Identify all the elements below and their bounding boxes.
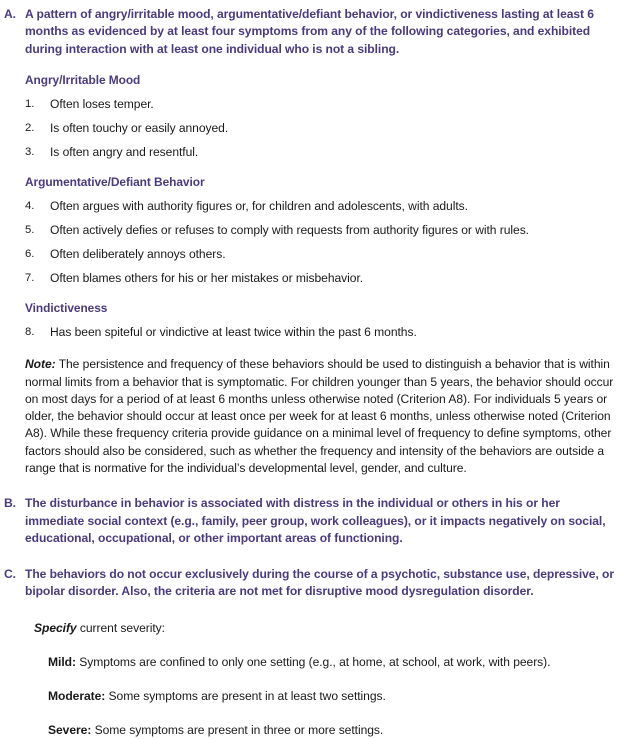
symptom-item-5	[0, 222, 632, 238]
criterion-b-text: The disturbance in behavior is associated with distress in the individual or others in his or her immediate social context (e.g., family, peer group, work colleagues), or it impacts negatively on social, educational, occupational, or other important areas of functioning.	[25, 496, 606, 546]
symptom-item-6	[0, 246, 632, 262]
criterion-c-marker: C.	[4, 566, 16, 581]
severity-level-mild	[48, 654, 619, 671]
criterion-b	[0, 495, 632, 547]
diagnostic-criteria-page	[0, 6, 632, 738]
criterion-c-text: The behaviors do not occur exclusively during the course of a psychotic, substance use, depressive, or bipolar disorder. Also, the criteria are not met for disruptive mood dysregulation disorder.	[25, 566, 614, 598]
specify-severity-line	[34, 620, 632, 637]
symptom-number-7: 7.	[25, 272, 35, 285]
symptom-number-8: 8.	[25, 326, 35, 339]
note-label: Note:	[25, 357, 56, 372]
symptom-text-2: Is often touchy or easily annoyed.	[50, 121, 229, 136]
specify-rest: current severity:	[76, 621, 165, 636]
symptom-item-4	[0, 198, 632, 214]
severity-label-severe: Severe:	[48, 723, 92, 738]
symptom-item-2	[0, 120, 632, 136]
symptom-item-7	[0, 270, 632, 286]
symptom-item-1	[0, 96, 632, 112]
note-paragraph	[25, 356, 619, 477]
symptom-text-4: Often argues with authority figures or, for children and adolescents, with adults.	[50, 199, 468, 214]
symptom-item-3	[0, 144, 632, 160]
criterion-b-marker: B.	[4, 496, 16, 511]
severity-label-moderate: Moderate:	[48, 689, 106, 704]
symptom-text-5: Often actively defies or refuses to comply with requests from authority figures or with rules.	[50, 223, 529, 238]
symptom-text-6: Often deliberately annoys others.	[50, 247, 226, 262]
severity-text-severe: Some symptoms are present in three or more settings.	[91, 723, 384, 738]
criterion-a-text: A pattern of angry/irritable mood, argumentative/defiant behavior, or vindictiveness lasting at least 6 months as evidenced by at least four symptoms from any of the following categories, and exhibited during interaction with at least one individual who is not a sibling.	[25, 7, 594, 56]
section-heading-angry-irritable-mood: Angry/Irritable Mood	[25, 73, 141, 88]
symptom-number-1: 1.	[25, 98, 35, 111]
symptom-text-1: Often loses temper.	[50, 97, 154, 112]
symptom-number-4: 4.	[25, 200, 35, 213]
severity-text-moderate: Some symptoms are present in at least two settings.	[105, 689, 386, 704]
severity-text-mild: Symptoms are confined to only one setting (e.g., at home, at school, at work, with peers).	[75, 655, 551, 670]
section-heading-vindictiveness: Vindictiveness	[25, 301, 108, 316]
criterion-a-marker: A.	[4, 7, 16, 21]
severity-level-severe	[48, 722, 619, 739]
specify-word: Specify	[34, 621, 77, 636]
symptom-text-7: Often blames others for his or her mistakes or misbehavior.	[50, 271, 364, 286]
symptom-number-3: 3.	[25, 146, 35, 159]
symptom-number-5: 5.	[25, 224, 35, 237]
symptom-text-3: Is often angry and resentful.	[50, 145, 199, 160]
symptom-number-2: 2.	[25, 122, 35, 135]
severity-level-moderate	[48, 688, 619, 705]
symptom-number-6: 6.	[25, 248, 35, 261]
criterion-a	[0, 6, 632, 58]
symptom-text-8: Has been spiteful or vindictive at least twice within the past 6 months.	[50, 325, 417, 340]
symptom-item-8	[0, 324, 632, 340]
criterion-c	[0, 566, 632, 601]
severity-label-mild: Mild:	[48, 655, 76, 670]
section-heading-argumentative-defiant-behavior: Argumentative/Defiant Behavior	[25, 175, 205, 190]
note-text: The persistence and frequency of these behaviors should be used to distinguish a behavior that is within normal limits from a behavior that is symptomatic. For children younger than 5 years, the behavior should occur on most days for a period of at least 6 months unless otherwise noted (Criterion A8). For individuals 5 years or older, the behavior should occur at least once per week for at least 6 months, unless otherwise noted (Criterion A8). While these frequency criteria provide guidance on a minimal level of frequency to define symptoms, other factors should also be considered, such as whether the frequency and intensity of the behaviors are outside a range that is normative for the individual’s developmental level, gender, and culture.	[25, 357, 614, 475]
